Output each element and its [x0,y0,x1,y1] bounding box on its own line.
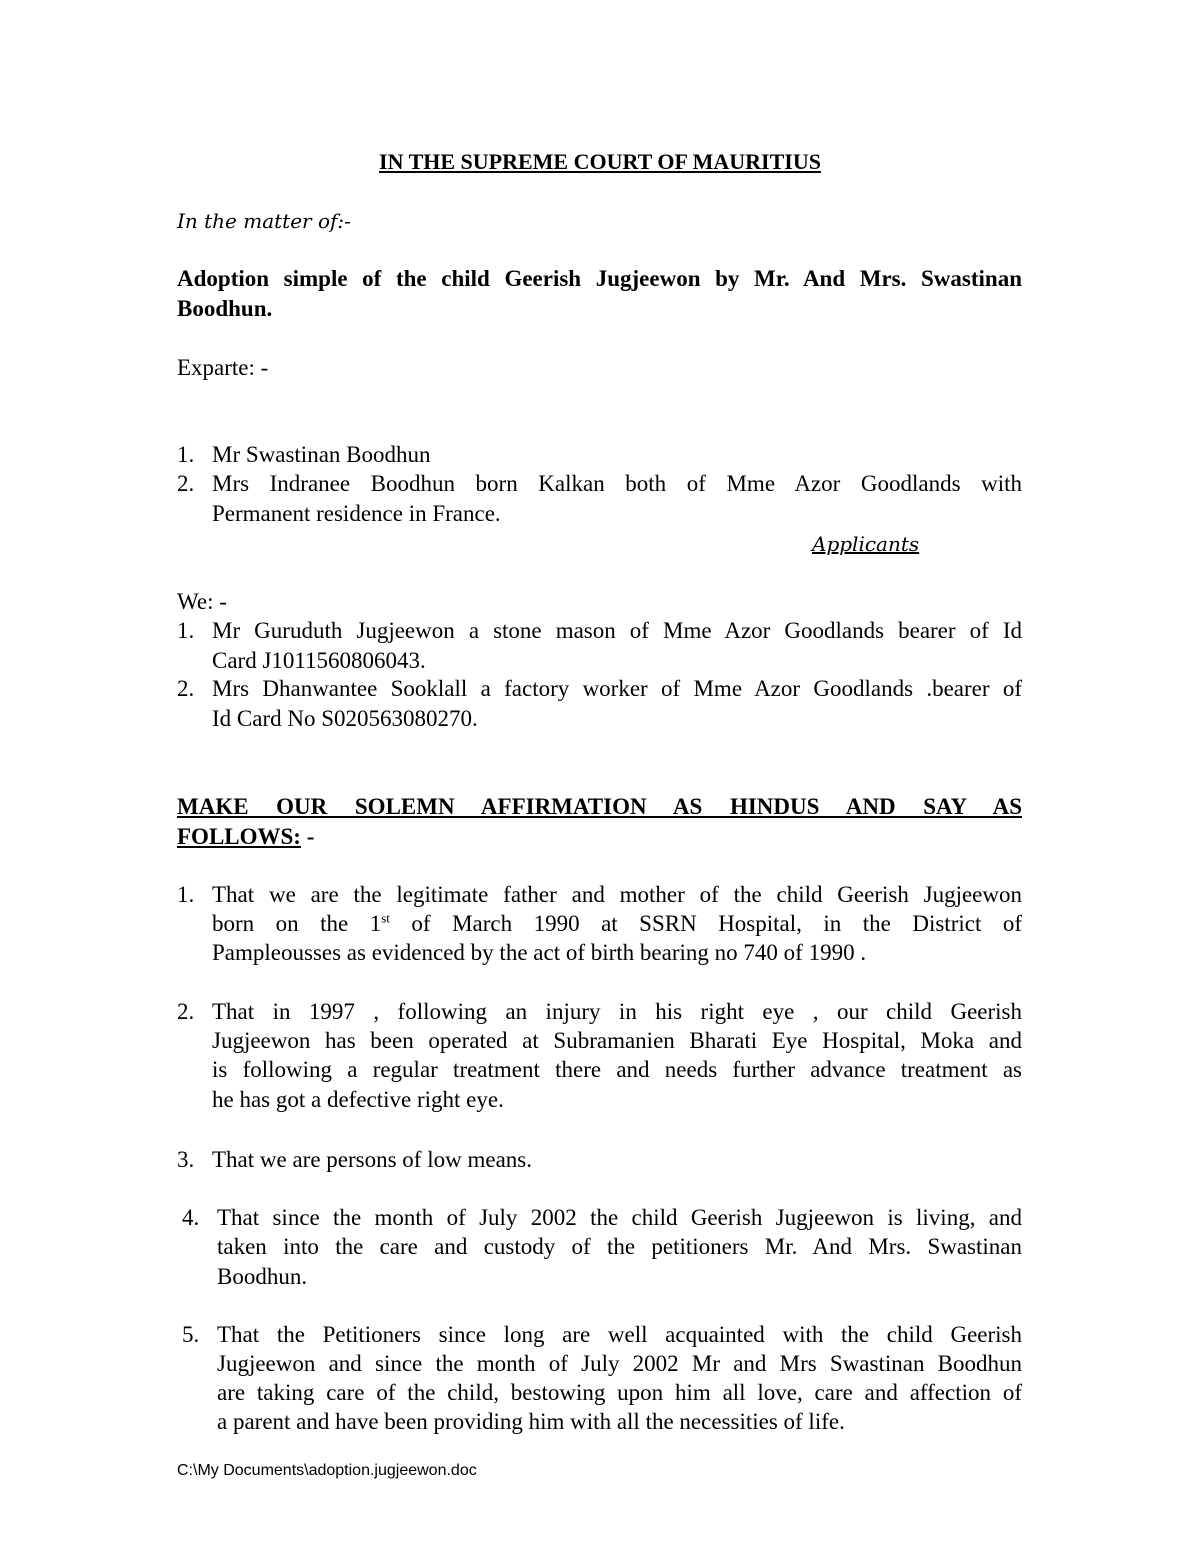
paragraph-line [212,909,1022,938]
paragraph-line: he has got a defective right eye. [212,1087,504,1112]
paragraph-line: That in 1997 , following an injury in his right eye , our child Geerish [212,999,1022,1024]
subject-line-2: Boodhun. [177,296,273,321]
applicant-number: 1. [177,442,195,467]
affirmation-heading-line-2 [177,822,314,851]
paragraph-line: a parent and have been providing him with all the necessities of life. [217,1409,845,1434]
paragraph-line: taken into the care and custody of the petitioners Mr. And Mrs. Swastinan [217,1234,1022,1259]
court-heading: IN THE SUPREME COURT OF MAURITIUS [379,149,821,174]
we-label: We: - [177,589,227,614]
applicant-name: Mrs Indranee Boodhun born Kalkan both of Mme Azor Goodlands with [212,471,1022,496]
paragraph-line: That the Petitioners since long are well acquainted with the child Geerish [217,1322,1022,1347]
paragraph-number: 1. [177,882,195,907]
paragraph-line: That we are persons of low means. [212,1147,532,1172]
paragraph-line: are taking care of the child, bestowing upon him all love, care and affection of [217,1380,1022,1405]
applicant-number: 2. [177,471,195,496]
subject-line-1: Adoption simple of the child Geerish Jugjeewon by Mr. And Mrs. Swastinan [177,266,1022,291]
birth-date-suffix: of March 1990 at SSRN Hospital, in the District of [389,911,1022,936]
paragraph-number: 2. [177,999,195,1024]
affirmation-heading-line-1: MAKE OUR SOLEMN AFFIRMATION AS HINDUS AND SAY AS [177,794,1022,819]
matter-label: In the matter of:- [177,209,351,233]
deponent-line: Card J1011560806043. [212,648,426,673]
paragraph-line: That we are the legitimate father and mother of the child Geerish Jugjeewon [212,882,1022,907]
applicants-label: Applicants [812,532,920,556]
ordinal-suffix: st [381,910,390,926]
applicant-residence: Permanent residence in France. [212,501,501,526]
deponent-line: Mr Guruduth Jugjeewon a stone mason of Mme Azor Goodlands bearer of Id [212,618,1022,643]
paragraph-line: Boodhun. [217,1264,308,1289]
deponent-line: Mrs Dhanwantee Sooklall a factory worker of Mme Azor Goodlands .bearer of [212,676,1022,701]
footer-file-path: C:\My Documents\adoption.jugjeewon.doc [177,1462,477,1479]
paragraph-line: Pampleousses as evidenced by the act of birth bearing no 740 of 1990 . [212,940,867,965]
paragraph-number: 3. [177,1147,195,1172]
deponent-line: Id Card No S020563080270. [212,706,478,731]
paragraph-number: 4. [182,1205,200,1230]
exparte-label: Exparte: - [177,355,269,380]
affirmation-dash: - [300,824,315,849]
applicant-name: Mr Swastinan Boodhun [212,442,431,467]
paragraph-line: Jugjeewon has been operated at Subramanien Bharati Eye Hospital, Moka and [212,1028,1022,1053]
paragraph-line: is following a regular treatment there and needs further advance treatment as [212,1057,1022,1082]
paragraph-line: Jugjeewon and since the month of July 2002 Mr and Mrs Swastinan Boodhun [217,1351,1022,1376]
deponent-number: 2. [177,676,195,701]
paragraph-line: That since the month of July 2002 the child Geerish Jugjeewon is living, and [217,1205,1022,1230]
affirmation-follows: FOLLOWS: [177,824,301,849]
deponent-number: 1. [177,618,195,643]
paragraph-number: 5. [182,1322,200,1347]
birth-date-prefix: born on the 1 [212,911,382,936]
